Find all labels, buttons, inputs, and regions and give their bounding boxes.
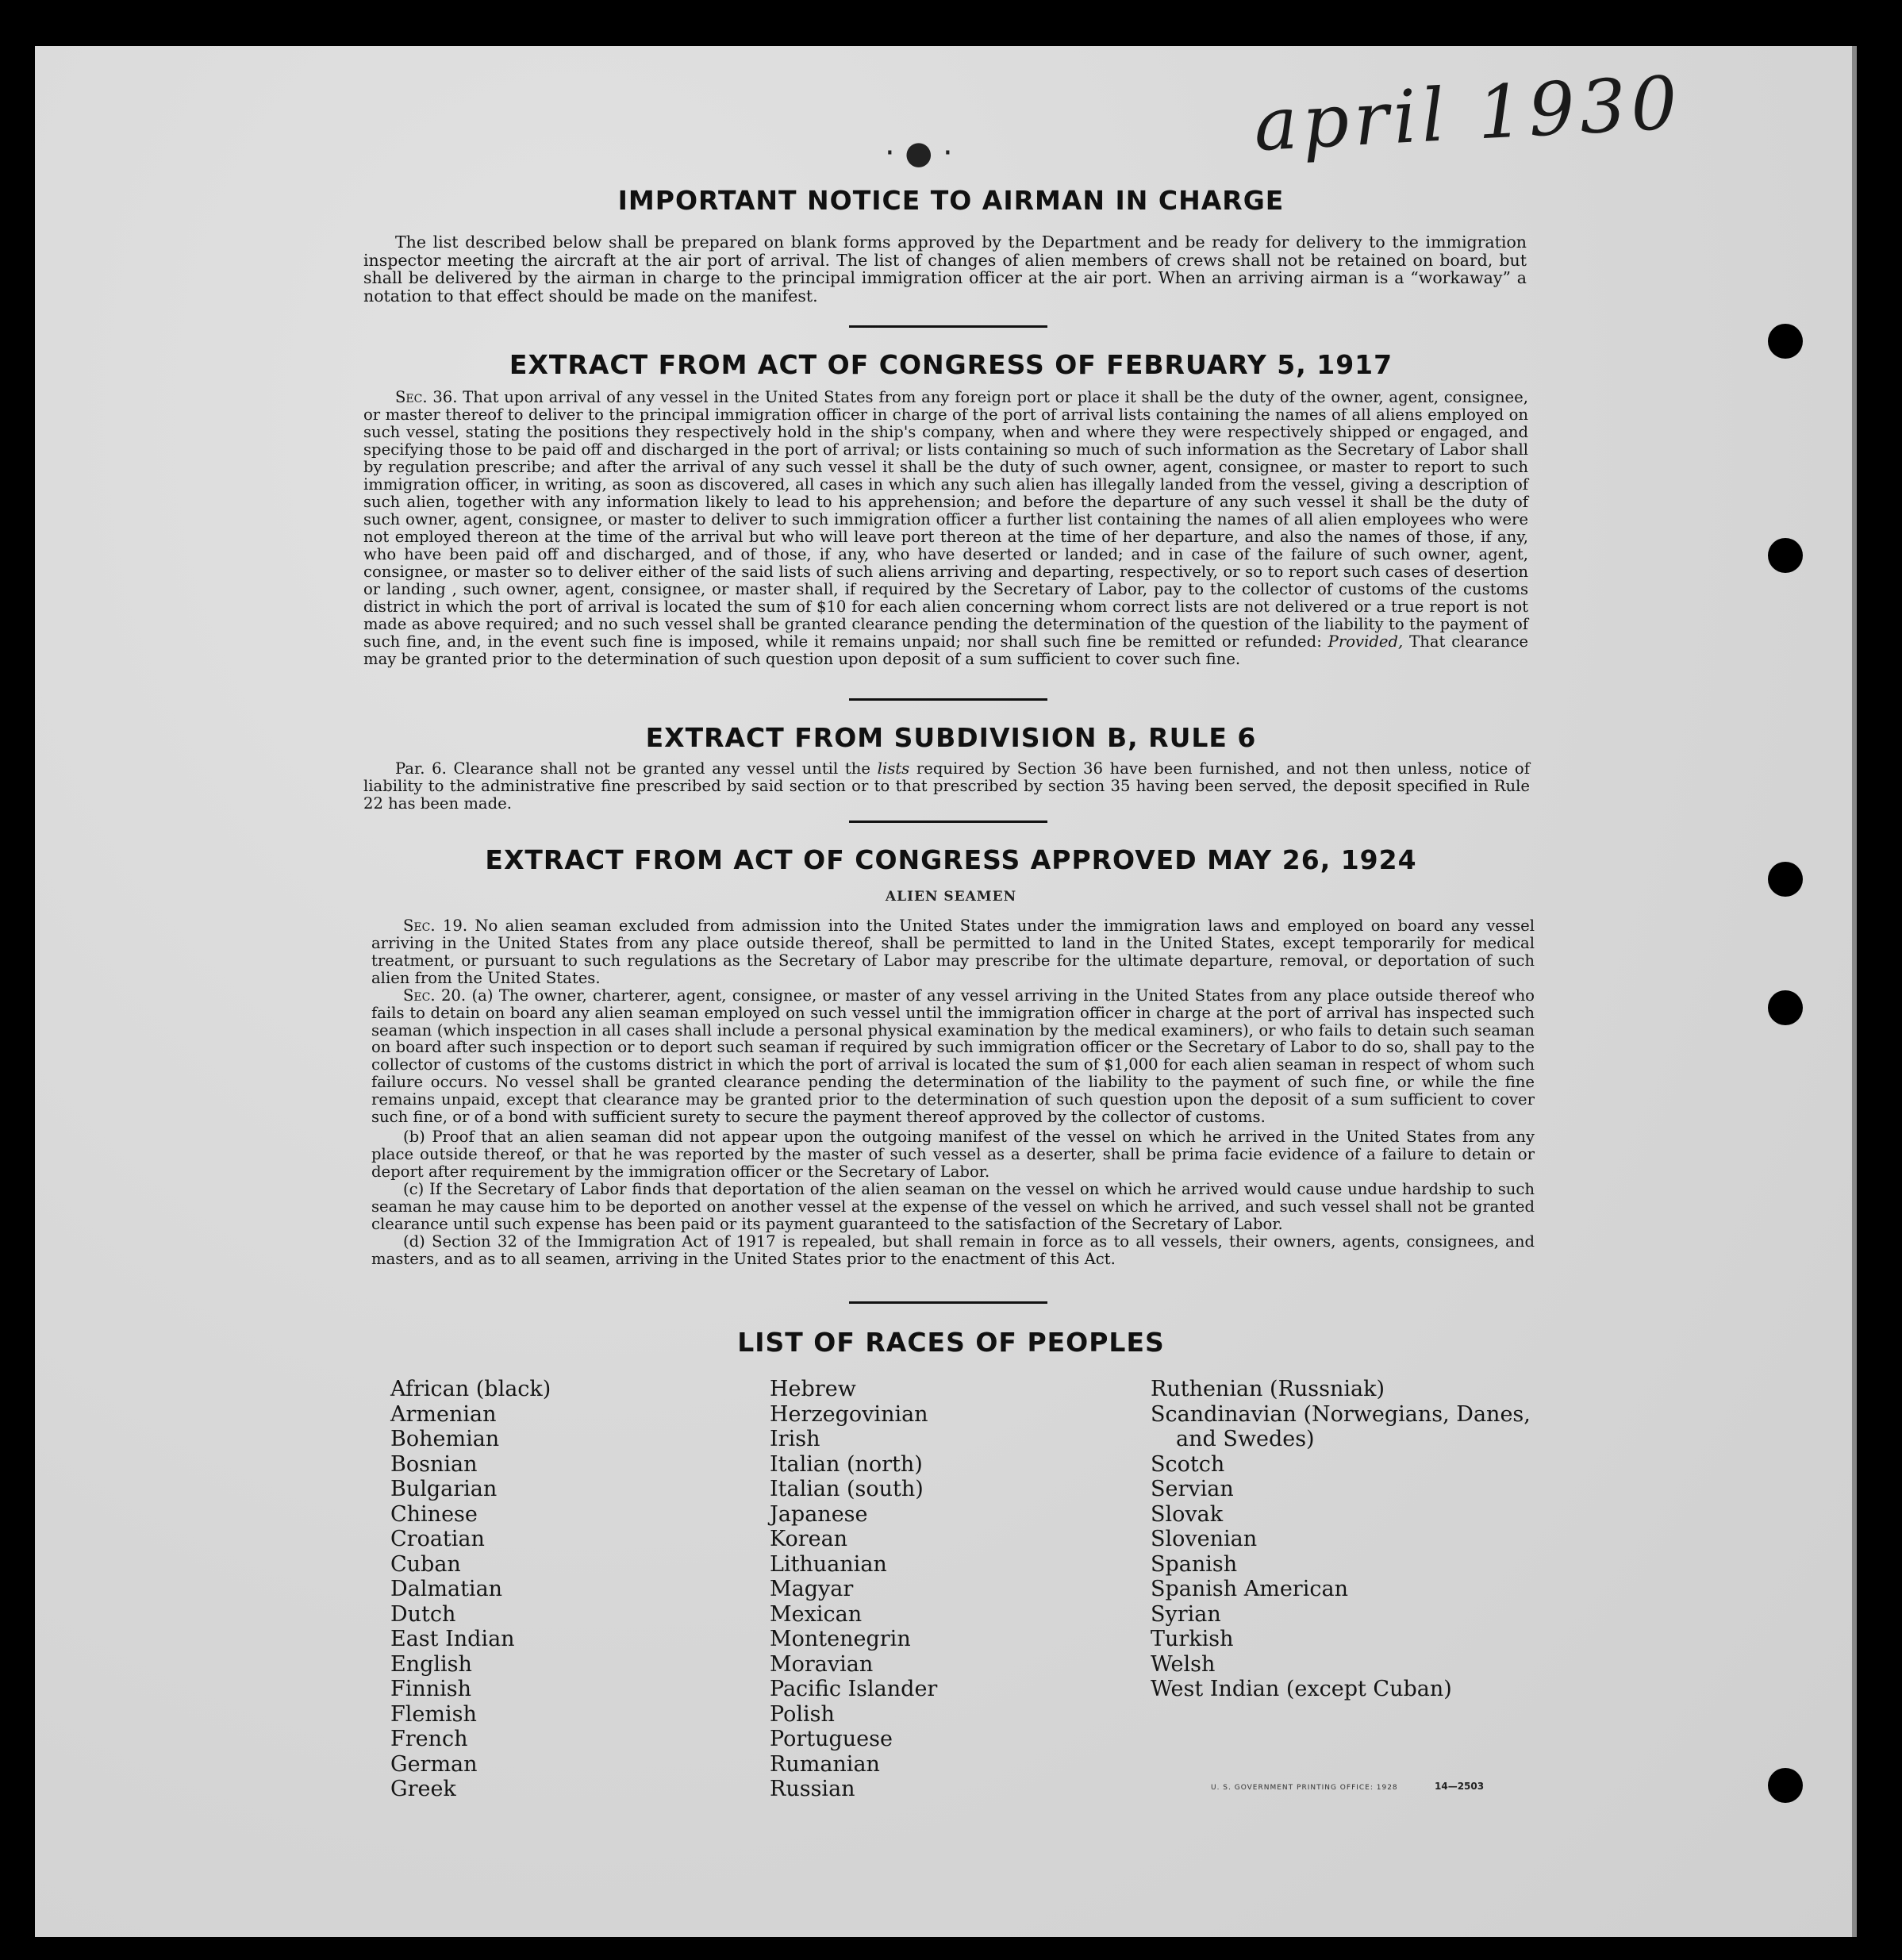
race-item: African (black) [390,1377,551,1401]
race-item: Servian [1151,1477,1234,1501]
printer-imprint: U. S. GOVERNMENT PRINTING OFFICE: 1928 [1211,1784,1398,1792]
divider [849,1301,1047,1304]
race-item: Ruthenian (Russniak) [1151,1377,1385,1401]
punch-hole [1768,1768,1803,1803]
extract-1924-title: EXTRACT FROM ACT OF CONGRESS APPROVED MAY 26, 1924 [485,844,1417,875]
divider [849,821,1047,823]
race-item: Polish [770,1701,835,1727]
lists-word: lists [877,759,910,778]
provided-word: Provided, [1328,632,1404,651]
race-item: Italian (north) [770,1451,923,1477]
race-item: Croatian [390,1527,485,1551]
stamp-mark: · ● · [885,135,953,171]
race-item: West Indian (except Cuban) [1151,1677,1452,1701]
sec20c-body: (c) If the Secretary of Labor finds that deportation of the alien seaman on the vessel on which he arrived would cause undue hardship to such seaman he may cause him to be deported on another vessel at the expense of the vessel on which he arrived, and such vessel shall not be granted clearance until such expense has been paid or its payment guaranteed to the satisfaction of the Secretary of Labor. [371,1180,1535,1233]
sec19-body [371,917,1535,987]
extract-rule6-body [363,760,1530,813]
punch-hole [1768,538,1803,573]
race-item: Lithuanian [770,1551,887,1577]
extract-1917-text-end: That clearance may be granted prior to the determination of such question upon deposit of a sum sufficient to cover such fine. [363,632,1528,668]
sec20a-body [371,987,1535,1125]
race-item: Herzegovinian [770,1401,928,1427]
race-item: Syrian [1151,1601,1221,1627]
race-item: Russian [770,1777,855,1801]
race-item: Hebrew [770,1377,856,1401]
race-item: Turkish [1151,1627,1234,1651]
races-column-1 [390,1377,551,1802]
race-item: Dutch [390,1601,456,1627]
race-item: Greek [390,1777,456,1801]
race-item: Portuguese [770,1727,893,1751]
notice-body: The list described below shall be prepared on blank forms approved by the Department and be ready for delivery to the immigration inspector meeting the aircraft at the air port of arrival. The list of changes of alien members of crews shall not be retained on board, but shall be delivered by the airman in charge to the principal immigration officer at the air port. When an arriving airman is a “workaway” a notation to that effect should be made on the manifest. [363,233,1527,306]
sec19-text: No alien seaman excluded from admission into the United States under the immigration laws and employed on board any vessel arriving in the United States from any place outside thereof, shall be permitted to land in the United States, except temporarily for medical treatment, or pursuant to such regulations as the Secretary of Labor may prescribe for the ultimate departure, removal, or deportation of such alien from the United States. [371,917,1535,987]
rule6-text-end: required by Section 36 have been furnished, and not then unless, notice of liability to the administrative fine prescribed by said section or to that prescribed by section 35 having been served, the deposit specified in Rule 22 has been made. [363,759,1530,813]
race-item: Irish [770,1427,820,1451]
race-item: Bohemian [390,1427,500,1451]
race-item: Welsh [1151,1651,1216,1677]
race-item: Pacific Islander [770,1677,938,1701]
race-item: Cuban [390,1551,461,1577]
races-column-3 [1151,1377,1531,1702]
races-title: LIST OF RACES OF PEOPLES [737,1327,1165,1358]
sec20b-body: (b) Proof that an alien seaman did not appear upon the outgoing manifest of the vessel on which he arrived in the United States from any place outside thereof, or that he was reported by the master of such vessel as a deserter, shall be prima facie evidence of a failure to detain or deport after requirement by the immigration officer or the Secretary of Labor. [371,1128,1535,1181]
race-item: Finnish [390,1677,472,1701]
race-item: and Swedes) [1176,1427,1315,1451]
section-label: Sec. 19. [403,917,468,935]
rule6-text: Par. 6. Clearance shall not be granted any vessel until the [395,759,870,778]
extract-1917-text: That upon arrival of any vessel in the United States from any foreign port or place it shall be the duty of the owner, agent, consignee, or master thereof to deliver to the principal immigration officer in charge of the port of arrival lists containing the names of all aliens employed on such vessel, stating the positions they respectively hold in the ship's company, when and where they were respectively shipped or engaged, and specifying those to be paid off and discharged in the port of arrival; or lists containing so much of such information as the Secretary of Labor shall by regulation prescribe; and after the arrival of any such vessel it shall be the duty of such owner, agent, consignee, or master to report to such immigration officer, in writing, as soon as discovered, all cases in which any such alien has illegally landed from the vessel, giving a description of such alien, together with any information likely to lead to his apprehension; and before the departure of any such vessel it shall be the duty of such owner, agent, consignee, or master to deliver to such immigration officer a further list containing the names of all alien employees who were not employed thereon at the time of the arrival but who will leave port thereon at the time of her departure, and also the names of those, if any, who have been paid off and discharged, and of those, if any, who have deserted or landed; and in case of the failure of such owner, agent, consignee, or master so to deliver either of the said lists of such aliens arriving and departing, respectively, or so to report such cases of desertion or landing , such owner, agent, consignee, or master shall, if required by the Secretary of Labor, pay to the collector of customs of the customs district in which the port of arrival is located the sum of $10 for each alien concerning whom correct lists are not delivered or a true report is not made as above required; and no such vessel shall be granted clearance pending the determination of the question of the liability to the payment of such fine, and, in the event such fine is imposed, while it remains unpaid; nor shall such fine be remitted or refunded: [363,388,1528,651]
divider [849,698,1047,701]
race-item: East Indian [390,1627,515,1651]
race-item: Bulgarian [390,1477,498,1501]
race-item: Mexican [770,1601,863,1627]
race-item: French [390,1727,468,1751]
punch-hole [1768,990,1803,1025]
race-item: Dalmatian [390,1577,503,1601]
extract-rule6-title: EXTRACT FROM SUBDIVISION B, RULE 6 [645,722,1257,753]
section-label: Sec. 20. [403,986,467,1005]
race-item: Spanish American [1151,1577,1348,1601]
race-item: Scandinavian (Norwegians, Danes, [1151,1401,1531,1427]
race-item: Scotch [1151,1451,1225,1477]
sec20d-body: (d) Section 32 of the Immigration Act of 1917 is repealed, but shall remain in force as to all vessels, their owners, agents, consignees, and masters, and as to all seamen, arriving in the United States prior to the enactment of this Act. [371,1232,1535,1268]
race-item: Italian (south) [770,1477,924,1501]
race-item: Rumanian [770,1751,880,1777]
race-item: Bosnian [390,1451,478,1477]
race-item: Spanish [1151,1551,1238,1577]
alien-seamen-subtitle: ALIEN SEAMEN [885,889,1017,905]
page-edge [1852,46,1857,1937]
divider [849,325,1047,328]
race-item: Armenian [390,1401,497,1427]
sec20a-text: (a) The owner, charterer, agent, consignee, or master of any vessel arriving in the United States from any place outside thereof who fails to detain on board any alien seaman employed on such vessel until the immigration officer in charge at the port of arrival has inspected such seaman (which inspection in all cases shall include a personal physical examination by the medical examiners), or who fails to detain such seaman on board after such inspection or to deport such seaman if required by such immigration officer or the Secretary of Labor to do so, shall pay to the collector of customs of the customs district in which the port of arrival is located the sum of $1,000 for each alien seaman in respect of whom such failure occurs. No vessel shall be granted clearance pending the determination of the liability to the payment of such fine, or while the fine remains unpaid, except that clearance may be granted prior to the determination of such question upon the deposit of a sum sufficient to cover such fine, or of a bond with sufficient surety to secure the payment thereof approved by the collector of customs. [371,986,1535,1126]
race-item: Magyar [770,1577,854,1601]
notice-title: IMPORTANT NOTICE TO AIRMAN IN CHARGE [617,185,1285,216]
race-item: Japanese [770,1501,868,1527]
race-item: Chinese [390,1501,478,1527]
race-item: Slovenian [1151,1527,1258,1551]
handwritten-date: april 1930 [1251,60,1685,168]
extract-1917-title: EXTRACT FROM ACT OF CONGRESS OF FEBRUARY 5, 1917 [509,349,1393,380]
race-item: English [390,1651,472,1677]
section-label: Sec. 36. [395,388,458,406]
race-item: Slovak [1151,1501,1224,1527]
race-item: Korean [770,1527,848,1551]
race-item: Montenegrin [770,1627,911,1651]
races-column-2 [770,1377,937,1802]
form-number: 14—2503 [1435,1781,1485,1792]
race-item: Moravian [770,1651,874,1677]
race-item: German [390,1751,478,1777]
extract-1917-body [363,389,1528,668]
race-item: Flemish [390,1701,477,1727]
